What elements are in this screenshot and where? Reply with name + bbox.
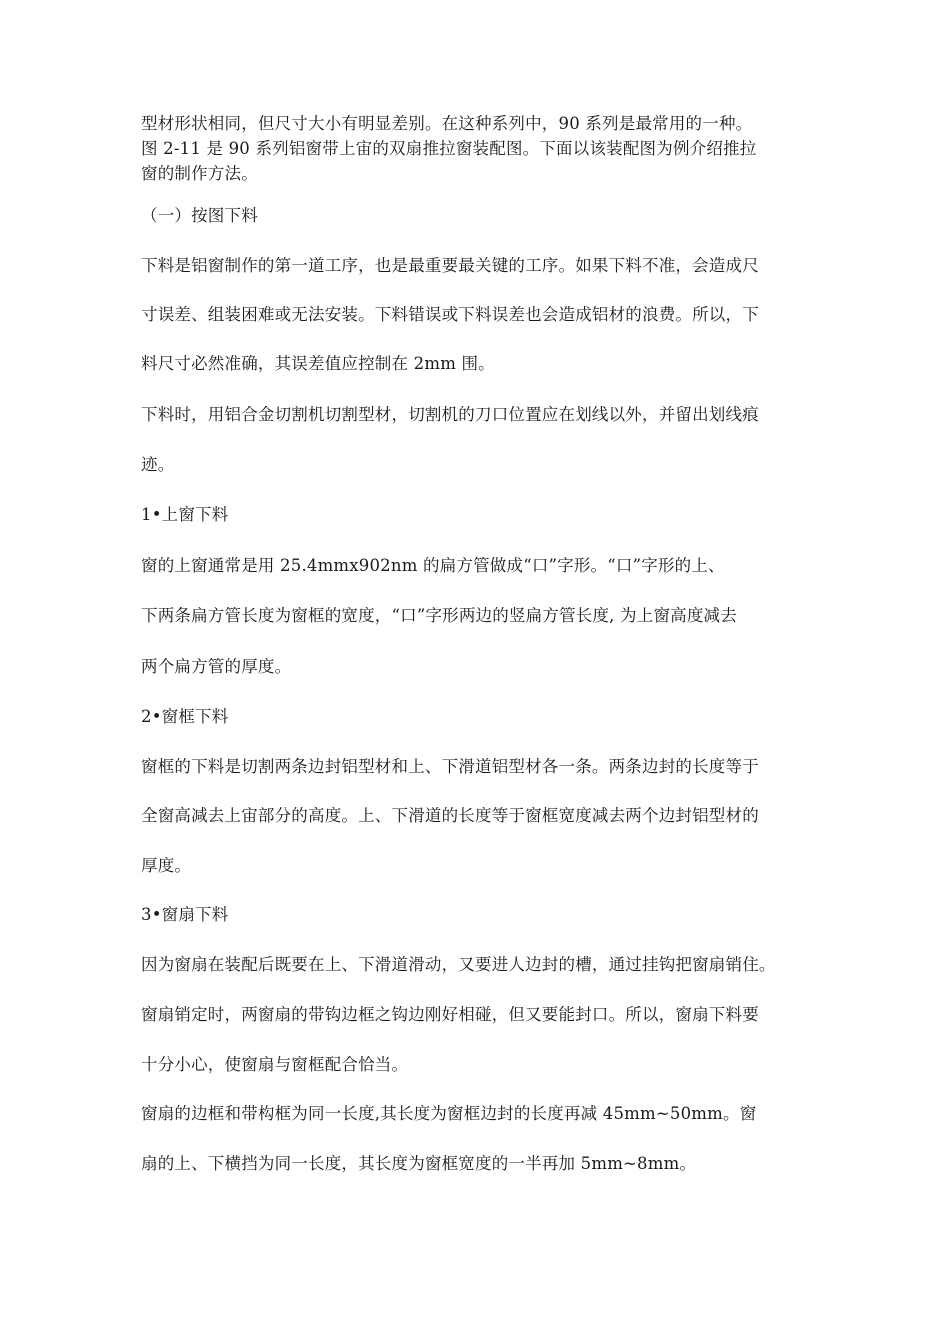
sub1-line-2: 下两条扁方管长度为窗框的宽度，“口”字形两边的竖扁方管长度, 为上窗高度减去 [141,606,737,625]
subsection-heading-3: 3•窗扇下料 [141,905,229,924]
sub3-line-3: 十分小心，使窗扇与窗框配合恰当。 [141,1055,409,1074]
para2-line-2: 迹。 [141,455,175,474]
para3-line-1: 窗扇的边框和带构框为同一长度,其长度为窗框边封的长度再减 45mm~50mm。窗 [141,1104,757,1123]
para2-line-1: 下料时，用铝合金切割机切割型材，切割机的刀口位置应在划线以外，并留出划线痕 [141,405,759,424]
intro-line-3: 窗的制作方法。 [141,164,258,183]
sub1-line-3: 两个扁方管的厚度。 [141,657,292,676]
intro-line-2: 图 2-11 是 90 系列铝窗带上宙的双扇推拉窗装配图。下面以该装配图为例介绍推拉 [141,139,757,158]
subsection-heading-1: 1•上窗下料 [141,505,229,524]
sub1-line-1: 窗的上窗通常是用 25.4mmx902nm 的扁方管做成“口”字形。“口”字形的上、 [141,556,725,575]
para3-line-2: 扇的上、下横挡为同一长度，其长度为窗框宽度的一半再加 5mm~8mm。 [141,1154,697,1173]
sub3-line-1: 因为窗扇在装配后既要在上、下滑道滑动，又要进人边封的槽，通过挂钩把窗扇销住。 [141,955,776,974]
section-heading: （一）按图下料 [141,206,258,225]
intro-line-1: 型材形状相同，但尺寸大小有明显差别。在这种系列中，90 系列是最常用的一种。 [141,114,753,133]
para1-line-3: 料尺寸必然准确，其误差值应控制在 2mm 围。 [141,354,495,373]
para1-line-2: 寸误差、组装困难或无法安装。下料错误或下料误差也会造成铝材的浪费。所以，下 [141,305,759,324]
sub2-line-1: 窗框的下料是切割两条边封铝型材和上、下滑道铝型材各一条。两条边封的长度等于 [141,757,759,776]
sub3-line-2: 窗扇销定时，两窗扇的带钩边框之钩边刚好相碰，但又要能封口。所以，窗扇下料要 [141,1005,759,1024]
sub2-line-2: 全窗高减去上宙部分的高度。上、下滑道的长度等于窗框宽度减去两个边封铝型材的 [141,806,759,825]
para1-line-1: 下料是铝窗制作的第一道工序，也是最重要最关键的工序。如果下料不准，会造成尺 [141,256,759,275]
sub2-line-3: 厚度。 [141,856,192,875]
subsection-heading-2: 2•窗框下料 [141,707,229,726]
